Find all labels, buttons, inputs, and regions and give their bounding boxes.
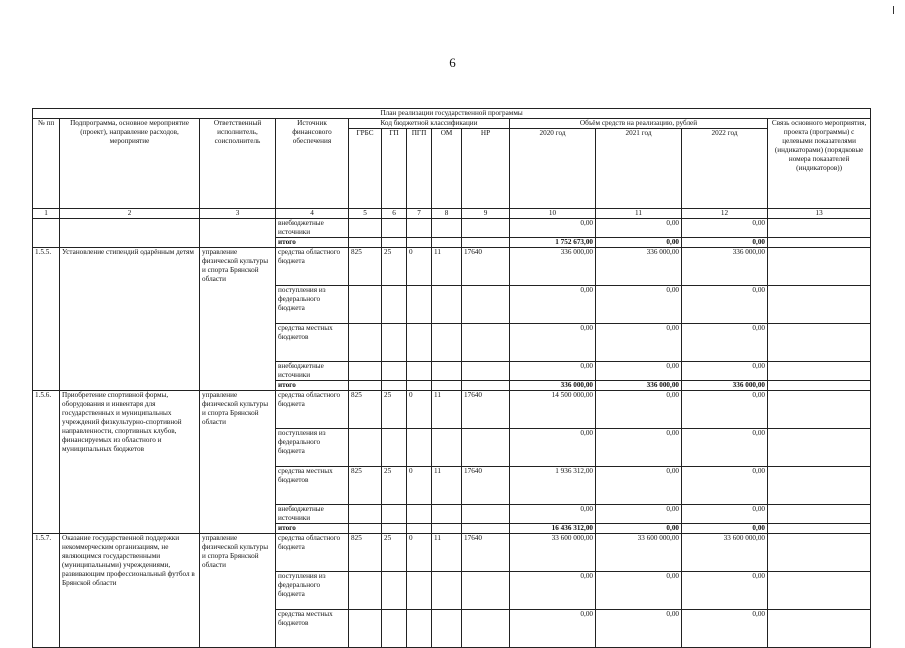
code-cell bbox=[382, 238, 407, 248]
value-2022: 0,00 bbox=[682, 238, 768, 248]
source-cell: средства местных бюджетов bbox=[276, 610, 349, 648]
source-cell: поступления из федерального бюджета bbox=[276, 429, 349, 467]
code-np bbox=[462, 429, 510, 467]
value-2020: 0,00 bbox=[510, 610, 596, 648]
code-gp: 25 bbox=[382, 248, 407, 286]
code-grbs bbox=[349, 572, 382, 610]
value-2021: 0,00 bbox=[596, 324, 682, 362]
header-2020: 2020 год bbox=[510, 129, 596, 209]
value-2022: 0,00 bbox=[682, 467, 768, 505]
code-np bbox=[462, 381, 510, 391]
header-subprogram: Подпрограмма, основное мероприятие (проект), направление расходов, мероприятие bbox=[60, 119, 200, 209]
link-cell bbox=[768, 324, 871, 362]
code-gp: 25 bbox=[382, 467, 407, 505]
value-2021: 0,00 bbox=[596, 391, 682, 429]
source-cell: внебюджетные источники bbox=[276, 219, 349, 238]
value-2021: 0,00 bbox=[596, 467, 682, 505]
table-row bbox=[33, 534, 871, 572]
column-number: 1 bbox=[33, 209, 60, 219]
code-grbs: 825 bbox=[349, 534, 382, 572]
item-number: 1.5.7. bbox=[33, 534, 60, 648]
header-pgp: ПГП bbox=[407, 129, 432, 209]
column-number: 2 bbox=[60, 209, 200, 219]
item-responsible: управление физической культуры и спорта Брянской области bbox=[200, 391, 276, 534]
source-cell: итого bbox=[276, 524, 349, 534]
value-2022: 0,00 bbox=[682, 219, 768, 238]
value-2020: 16 436 312,00 bbox=[510, 524, 596, 534]
source-cell: средства областного бюджета bbox=[276, 391, 349, 429]
value-2022: 336 000,00 bbox=[682, 248, 768, 286]
source-cell: внебюджетные источники bbox=[276, 362, 349, 381]
code-np: 17640 bbox=[462, 534, 510, 572]
value-2020: 336 000,00 bbox=[510, 248, 596, 286]
code-pgp bbox=[407, 324, 432, 362]
code-cell bbox=[407, 219, 432, 238]
table-row bbox=[33, 248, 871, 286]
program-plan-table bbox=[32, 108, 871, 648]
code-np bbox=[462, 324, 510, 362]
value-2022: 0,00 bbox=[682, 572, 768, 610]
column-number: 4 bbox=[276, 209, 349, 219]
header-gp: ГП bbox=[382, 129, 407, 209]
code-pgp bbox=[407, 610, 432, 648]
code-pgp: 0 bbox=[407, 467, 432, 505]
code-np bbox=[462, 362, 510, 381]
value-2021: 0,00 bbox=[596, 238, 682, 248]
code-cell bbox=[349, 238, 382, 248]
code-om: 11 bbox=[432, 467, 462, 505]
code-cell bbox=[432, 238, 462, 248]
code-om: 11 bbox=[432, 248, 462, 286]
code-np bbox=[462, 505, 510, 524]
code-pgp bbox=[407, 381, 432, 391]
code-np bbox=[462, 610, 510, 648]
column-number: 11 bbox=[596, 209, 682, 219]
code-gp bbox=[382, 381, 407, 391]
value-2021: 0,00 bbox=[596, 505, 682, 524]
code-gp bbox=[382, 610, 407, 648]
link-cell bbox=[768, 391, 871, 429]
code-gp bbox=[382, 572, 407, 610]
code-cell bbox=[432, 219, 462, 238]
link-cell bbox=[768, 381, 871, 391]
source-cell: поступления из федерального бюджета bbox=[276, 572, 349, 610]
value-2022: 0,00 bbox=[682, 391, 768, 429]
code-om bbox=[432, 286, 462, 324]
link-cell bbox=[768, 505, 871, 524]
value-2020: 336 000,00 bbox=[510, 381, 596, 391]
code-pgp: 0 bbox=[407, 534, 432, 572]
code-om bbox=[432, 505, 462, 524]
column-number: 12 bbox=[682, 209, 768, 219]
code-pgp bbox=[407, 286, 432, 324]
link-cell bbox=[768, 362, 871, 381]
header-volume: Объём средств на реализацию, рублей bbox=[510, 119, 768, 129]
link-cell bbox=[768, 248, 871, 286]
item-number: 1.5.5. bbox=[33, 248, 60, 391]
table-title: План реализации государственной программы bbox=[33, 109, 871, 119]
value-2020: 0,00 bbox=[510, 572, 596, 610]
value-2020: 0,00 bbox=[510, 505, 596, 524]
value-2020: 0,00 bbox=[510, 324, 596, 362]
column-number: 10 bbox=[510, 209, 596, 219]
source-cell: средства местных бюджетов bbox=[276, 467, 349, 505]
header-responsible: Ответственный исполнитель, соисполнитель bbox=[200, 119, 276, 209]
code-grbs: 825 bbox=[349, 391, 382, 429]
item-name: Оказание государственной поддержки некоммерческим организациям, не являющимся государственными (муниципальными) учреждениями, развивающим профессиональный футбол в Брянской области bbox=[60, 534, 200, 648]
value-2022: 0,00 bbox=[682, 324, 768, 362]
code-gp bbox=[382, 324, 407, 362]
column-number: 9 bbox=[462, 209, 510, 219]
code-pgp: 0 bbox=[407, 248, 432, 286]
code-cell bbox=[462, 219, 510, 238]
column-number: 13 bbox=[768, 209, 871, 219]
code-om bbox=[432, 429, 462, 467]
code-grbs bbox=[349, 324, 382, 362]
link-cell bbox=[768, 286, 871, 324]
code-cell bbox=[382, 219, 407, 238]
value-2020: 1 752 673,00 bbox=[510, 238, 596, 248]
value-2020: 33 600 000,00 bbox=[510, 534, 596, 572]
link-cell bbox=[768, 429, 871, 467]
column-number: 5 bbox=[349, 209, 382, 219]
scan-mark bbox=[893, 6, 894, 14]
code-pgp bbox=[407, 572, 432, 610]
code-gp: 25 bbox=[382, 534, 407, 572]
value-2020: 14 500 000,00 bbox=[510, 391, 596, 429]
value-2020: 0,00 bbox=[510, 219, 596, 238]
value-2022: 0,00 bbox=[682, 505, 768, 524]
code-grbs bbox=[349, 429, 382, 467]
link-cell bbox=[768, 610, 871, 648]
code-om bbox=[432, 524, 462, 534]
item-number: 1.5.6. bbox=[33, 391, 60, 534]
value-2021: 0,00 bbox=[596, 524, 682, 534]
code-np bbox=[462, 572, 510, 610]
code-grbs bbox=[349, 286, 382, 324]
link-cell bbox=[768, 467, 871, 505]
code-om: 11 bbox=[432, 391, 462, 429]
item-name: Установление стипендий одарённым детям bbox=[60, 248, 200, 391]
code-grbs bbox=[349, 362, 382, 381]
code-gp bbox=[382, 429, 407, 467]
column-number: 6 bbox=[382, 209, 407, 219]
source-cell: средства областного бюджета bbox=[276, 534, 349, 572]
page-number: 6 bbox=[449, 55, 456, 70]
value-2020: 0,00 bbox=[510, 429, 596, 467]
num-cell bbox=[33, 219, 60, 248]
value-2021: 0,00 bbox=[596, 572, 682, 610]
code-gp bbox=[382, 362, 407, 381]
code-pgp bbox=[407, 429, 432, 467]
link-cell bbox=[768, 572, 871, 610]
column-number-row bbox=[33, 209, 871, 219]
source-cell: средства местных бюджетов bbox=[276, 324, 349, 362]
column-number: 3 bbox=[200, 209, 276, 219]
value-2020: 0,00 bbox=[510, 362, 596, 381]
code-gp bbox=[382, 524, 407, 534]
code-gp bbox=[382, 286, 407, 324]
value-2022: 33 600 000,00 bbox=[682, 534, 768, 572]
code-om bbox=[432, 362, 462, 381]
value-2022: 0,00 bbox=[682, 362, 768, 381]
header-source: Источник финансового обеспечения bbox=[276, 119, 349, 209]
code-np bbox=[462, 524, 510, 534]
value-2022: 0,00 bbox=[682, 286, 768, 324]
code-grbs bbox=[349, 381, 382, 391]
column-number: 8 bbox=[432, 209, 462, 219]
code-pgp: 0 bbox=[407, 391, 432, 429]
value-2021: 336 000,00 bbox=[596, 248, 682, 286]
code-pgp bbox=[407, 524, 432, 534]
value-2020: 1 936 312,00 bbox=[510, 467, 596, 505]
header-om: ОМ bbox=[432, 129, 462, 209]
table-row bbox=[33, 391, 871, 429]
code-cell bbox=[349, 219, 382, 238]
item-responsible: управление физической культуры и спорта Брянской области bbox=[200, 534, 276, 648]
value-2022: 336 000,00 bbox=[682, 381, 768, 391]
name-cell bbox=[60, 219, 200, 248]
code-grbs bbox=[349, 524, 382, 534]
code-np: 17640 bbox=[462, 248, 510, 286]
code-om: 11 bbox=[432, 534, 462, 572]
code-om bbox=[432, 324, 462, 362]
value-2022: 0,00 bbox=[682, 524, 768, 534]
code-om bbox=[432, 572, 462, 610]
value-2021: 0,00 bbox=[596, 429, 682, 467]
value-2021: 0,00 bbox=[596, 286, 682, 324]
code-np bbox=[462, 286, 510, 324]
value-2021: 0,00 bbox=[596, 610, 682, 648]
value-2021: 33 600 000,00 bbox=[596, 534, 682, 572]
item-name: Приобретение спортивной формы, оборудования и инвентаря для государственных и муниципальных учреждений физкультурно-спортивной направленности, спортивных клубов, финансируемых из областного и муниципальных бюджетов bbox=[60, 391, 200, 534]
value-2022: 0,00 bbox=[682, 429, 768, 467]
link-cell bbox=[768, 534, 871, 572]
code-gp bbox=[382, 505, 407, 524]
value-2020: 0,00 bbox=[510, 286, 596, 324]
code-om bbox=[432, 381, 462, 391]
source-cell: поступления из федерального бюджета bbox=[276, 286, 349, 324]
header-2021: 2021 год bbox=[596, 129, 682, 209]
link-cell bbox=[768, 219, 871, 238]
source-cell: итого bbox=[276, 381, 349, 391]
code-pgp bbox=[407, 362, 432, 381]
code-pgp bbox=[407, 505, 432, 524]
header-num: № пп bbox=[33, 119, 60, 209]
header-budget-code: Код бюджетной классификации bbox=[349, 119, 510, 129]
header-np: НР bbox=[462, 129, 510, 209]
source-cell: средства областного бюджета bbox=[276, 248, 349, 286]
link-cell bbox=[768, 524, 871, 534]
value-2021: 336 000,00 bbox=[596, 381, 682, 391]
code-grbs bbox=[349, 505, 382, 524]
code-grbs: 825 bbox=[349, 467, 382, 505]
value-2022: 0,00 bbox=[682, 610, 768, 648]
header-2022: 2022 год bbox=[682, 129, 768, 209]
source-cell: итого bbox=[276, 238, 349, 248]
column-number: 7 bbox=[407, 209, 432, 219]
code-cell bbox=[462, 238, 510, 248]
code-np: 17640 bbox=[462, 467, 510, 505]
code-om bbox=[432, 610, 462, 648]
header-grbs: ГРБС bbox=[349, 129, 382, 209]
value-2021: 0,00 bbox=[596, 219, 682, 238]
code-gp: 25 bbox=[382, 391, 407, 429]
code-cell bbox=[407, 238, 432, 248]
source-cell: внебюджетные источники bbox=[276, 505, 349, 524]
value-2021: 0,00 bbox=[596, 362, 682, 381]
code-grbs: 825 bbox=[349, 248, 382, 286]
header-link: Связь основного мероприятия, проекта (программы) с целевыми показателями (индикаторами) (порядковые номера показателей (индикаторов)) bbox=[768, 119, 871, 209]
link-cell bbox=[768, 238, 871, 248]
code-grbs bbox=[349, 610, 382, 648]
carry-row bbox=[33, 219, 871, 238]
item-responsible: управление физической культуры и спорта Брянской области bbox=[200, 248, 276, 391]
responsible-cell bbox=[200, 219, 276, 248]
code-np: 17640 bbox=[462, 391, 510, 429]
